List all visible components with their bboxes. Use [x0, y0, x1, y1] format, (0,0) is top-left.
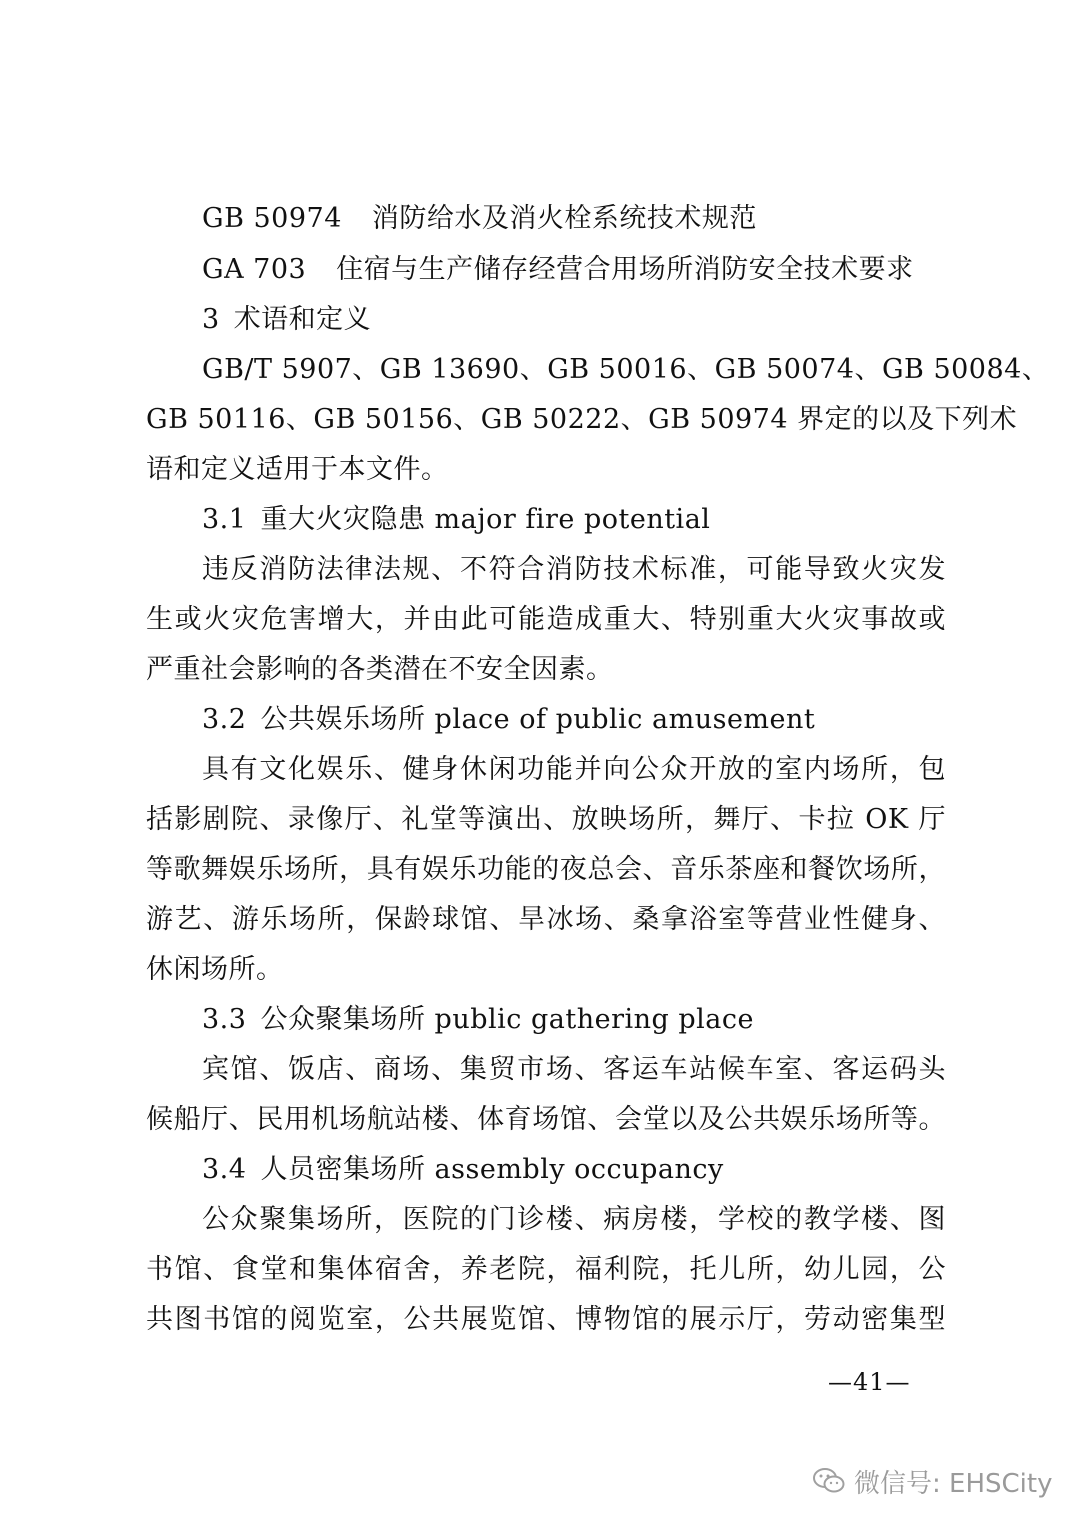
- term-number: 3.1: [202, 504, 247, 535]
- page-number: —41—: [828, 1368, 911, 1396]
- section-number: 3: [202, 304, 220, 335]
- term-en: major fire potential: [425, 504, 711, 535]
- paragraph-line: 游艺、游乐场所，保龄球馆、旱冰场、桑拿浴室等营业性健身、: [146, 904, 946, 935]
- paragraph-line: 生或火灾危害增大，并由此可能造成重大、特别重大火灾事故或: [146, 604, 946, 635]
- term-cn: 公众聚集场所: [260, 1004, 426, 1035]
- paragraph-line: 严重社会影响的各类潜在不安全因素。: [146, 654, 614, 685]
- paragraph-line: GB 50116、GB 50156、GB 50222、GB 50974 界定的以及下列术: [146, 404, 1018, 435]
- term-number: 3.4: [202, 1154, 247, 1185]
- term-cn: 人员密集场所: [260, 1154, 426, 1185]
- watermark: [812, 1459, 1052, 1503]
- paragraph-line: GB/T 5907、GB 13690、GB 50016、GB 50074、GB 50084、: [202, 354, 1050, 385]
- reference-code: GA 703: [202, 254, 307, 285]
- term-heading: [202, 1003, 754, 1037]
- paragraph-line: 候船厅、民用机场航站楼、体育场馆、会堂以及公共娱乐场所等。: [146, 1104, 946, 1135]
- wechat-icon: [812, 1466, 846, 1496]
- paragraph-line: 语和定义适用于本文件。: [146, 454, 449, 485]
- paragraph-line: 违反消防法律法规、不符合消防技术标准，可能导致火灾发: [202, 554, 946, 585]
- paragraph-line: 书馆、食堂和集体宿舍，养老院，福利院，托儿所，幼儿园，公: [146, 1254, 946, 1285]
- section-title: 术语和定义: [233, 304, 372, 335]
- term-en: place of public amusement: [425, 704, 816, 735]
- term-heading: [202, 1153, 724, 1187]
- term-number: 3.2: [202, 704, 247, 735]
- section-heading: [202, 303, 371, 337]
- reference-line: [202, 253, 914, 287]
- paragraph-line: 共图书馆的阅览室，公共展览馆、博物馆的展示厅，劳动密集型: [146, 1304, 946, 1335]
- term-en: public gathering place: [425, 1004, 754, 1035]
- reference-line: [202, 202, 757, 236]
- term-en: assembly occupancy: [425, 1154, 724, 1185]
- paragraph-line: 宾馆、饭店、商场、集贸市场、客运车站候车室、客运码头: [202, 1054, 946, 1085]
- term-heading: [202, 703, 815, 737]
- watermark-text: 微信号: EHSCity: [854, 1468, 1053, 1499]
- term-number: 3.3: [202, 1004, 247, 1035]
- term-cn: 公共娱乐场所: [260, 704, 426, 735]
- term-heading: [202, 503, 710, 537]
- paragraph-line: 具有文化娱乐、健身休闲功能并向公众开放的室内场所，包: [202, 754, 946, 785]
- paragraph-line: 公众聚集场所，医院的门诊楼、病房楼，学校的教学楼、图: [202, 1204, 946, 1235]
- reference-title: 住宿与生产储存经营合用场所消防安全技术要求: [336, 254, 914, 285]
- reference-title: 消防给水及消火栓系统技术规范: [371, 203, 757, 234]
- paragraph-line: 括影剧院、录像厅、礼堂等演出、放映场所，舞厅、卡拉 OK 厅: [146, 804, 946, 835]
- term-cn: 重大火灾隐患: [260, 504, 426, 535]
- paragraph-line: 休闲场所。: [146, 954, 284, 985]
- reference-code: GB 50974: [202, 203, 342, 234]
- paragraph-line: 等歌舞娱乐场所，具有娱乐功能的夜总会、音乐茶座和餐饮场所，: [146, 854, 946, 885]
